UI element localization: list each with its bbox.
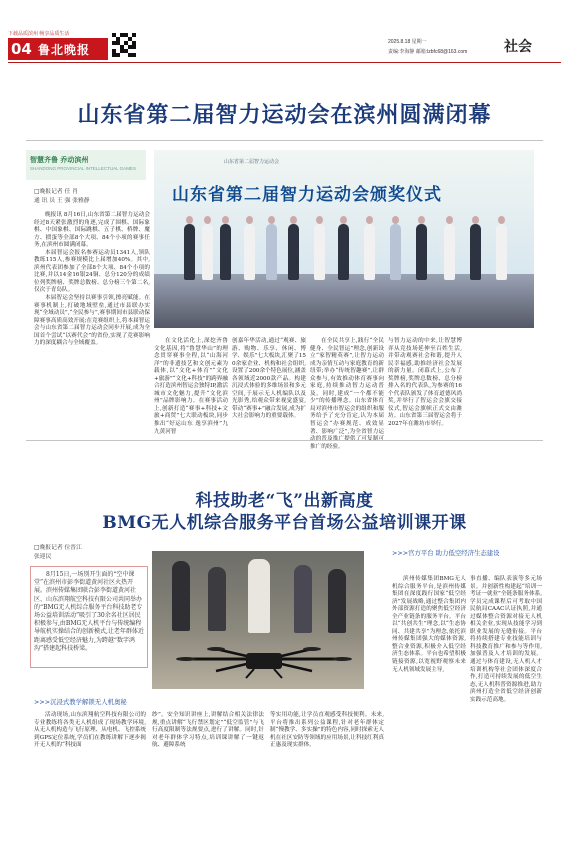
person-figure [202, 224, 213, 280]
article2-teaching-column-3: 等实用功能,让学员直观感受科技便利。未来,平台将推出系列公益课程,针对老年群体定制“慢教学、多实操”的特色内容,同时探索无人机在社区安防等领域的应用场景,让科技红利真正惠及现实群体。 [270, 712, 384, 749]
article2-headline-1: 科技助老“飞”出新高度 [195, 491, 374, 511]
masthead [8, 38, 108, 60]
drone-training-photo [152, 551, 364, 689]
article2-teaching-column-1: 活动现场,山东滨翔航空科技有限公司的专业教练将各类无人机组成了现场教学环境,从无人机构造与飞行原理、从电机、飞控系统到GPS定位系统,学员们在教练讲解下逐步揭开无人机的“科技面 [34, 712, 146, 749]
byline-reporter-2: 张迎民 [34, 554, 52, 560]
person-figure [244, 224, 255, 280]
article2-platform-column-2: 事直播、编队表演等多元场景。并创新性构建起“培训一考证一就业”全链条服务体系,学员完成课程后可考取中国民航局CAAC认证执照,并通过媒体整合资源对接无人机相关企业,实现从技能学习到职业发展的无缝衔接。平台将持续搭建专业技能培训与科技教育推广和参与等作用,加强普及人才培训的发展。通过与体育建设,无人机人才培训机构等社会团体深度合作,打造可持续发展的低空生态,无人机科普资源推进,助力滨州打造全省低空经济创新实践示范高地。 [470, 576, 542, 703]
agricultural-drone [176, 645, 352, 679]
person-figure [416, 224, 427, 280]
header-rule [8, 62, 561, 63]
person-figure [266, 224, 277, 280]
page-number: 04 [11, 40, 32, 58]
qr-code [112, 33, 136, 57]
article2-byline [34, 544, 146, 562]
article1-column-5: 与智力运动的中来,让智慧博弈从竞技场延伸至百姓生活,并带动观赛社会和谐,提升人民幸福感,助推经济社会发展的新力量。闭幕式上,公布了奖牌榜,奖牌总数榜、总分榜排入名的代表队,为参赛的16个代表队颁发了体育道德风尚奖,并举行了智运会会旗交接仪式,智运会旗帜正式交由潍坊。山东省第三届智运会将于2027年在潍坊市举行。 [388, 338, 462, 428]
article2-lead: 8月15日,一场别开生面的“空中课堂”在滨州市彭李街道黄河社区火热开展。滨州传媒集团联合彭李街道黄河社区、山东滨翔航空科技有限公司共同举办的“BMG无人机综合服务平台科技助老专场公益培训活动”吸引了30余名社区居民积极参与,由BMG无人机平台与传统编程导航机实操结合的创新模式,让老年群体近距离感受低空经济魅力,为跨越“数字鸿沟”搭建起科技桥梁。 [34, 571, 144, 652]
article1-column-2: 在文化活化上,深挖齐鲁文化基因,将“鲁慧华山”的理念贯穿赛事全程,以“山海河洋”的非遗技艺和文创元素为载体,以“文化+体育”“文化+旅游”“文化+科技”的跨界融合打造滨州智运会独特IP,激活城市文化魅力,提升“文化滨州”品牌影响力。在赛事活动上,创新打造“赛事+科技+文旅+商贸”七大联动板块,同步推出“好运山东 逸享滨州”九九黄河智 [154, 338, 228, 435]
person-figure [444, 224, 455, 280]
subheading-official-platform: >>>官方平台 助力低空经济生态建设 [392, 549, 500, 557]
headline-divider [26, 140, 543, 141]
subheading-immersive-teaching: >>>沉浸式教学解锁无人机奥秘 [34, 698, 127, 706]
article1-column-6 [466, 338, 536, 430]
person-figure [220, 224, 231, 280]
trainee-figure [294, 565, 312, 633]
article1-column-1 [34, 212, 150, 430]
paragraph: 本届智运会坚持以赛事引领,擦亮赋能。在赛事机制上,打破地域壁垒,通过市县联办实现“全域动员”,“全民参与”,赛事期间市县联动保障赛事高质高效开展;在竞赛组织上,将本届智运会与山东省第二届智力运动会同步开展,成为全国首个尝试“以赛代会”的省份,实现了竞赛影响力的深度耦合与全域覆盖。 [34, 295, 150, 347]
paragraph: 本届智运会报名参赛运动员1341人,领队教练115人,参赛规模比上届增加40%。其中,滨州代表团参加了全部8个大项、84个小项的比赛,并以14金16银24铜、总分120分的成绩位列奖牌榜、奖牌总数榜、总分榜三个第二名,仅次于青岛队。 [34, 249, 150, 294]
article2-teaching-column-2: 纱”。安全知识讲座上,讲解结合相关法律法规,重点讲解“飞行禁区划定”“低空监管”与飞行高度限制等法规要点,进行了讲解。同时,针对老年群体学习特点,培训课讲解了一键返航、避障系统 [152, 712, 264, 749]
section-title: 社会 [504, 39, 532, 55]
person-figure [184, 224, 195, 280]
article1-byline [34, 188, 152, 206]
award-ceremony-photo [154, 150, 534, 328]
editor-info: 责编:李海静 邮箱:lzbfc68@163.com [388, 49, 468, 55]
event-tagline: 智慧齐鲁 乔动滨州 [30, 156, 89, 164]
person-figure [470, 224, 481, 280]
article-divider [26, 440, 543, 441]
person-figure [390, 224, 401, 280]
trainee-figure [172, 561, 190, 631]
article1-headline: 山东省第二届智力运动会在滨州圆满闭幕 [77, 102, 492, 128]
byline-reporter: □晚报记者 位晋江 [34, 545, 82, 551]
photo-small-caption: 山东省第二届智力运动会 [224, 159, 280, 165]
person-figure [314, 224, 325, 280]
person-figure [364, 224, 375, 280]
paragraph: 晚报讯 8月16日,山东省第二届智力运动会经过8天紧张激烈的角逐,完成了围棋、国际象棋、中国象棋、国际跳棋、五子棋、桥牌、魔方、掼蛋等全部8个大项、84个小项的赛事任务,在滨州市圆满闭幕。 [34, 212, 150, 249]
instructor-figure [248, 559, 270, 633]
article1-column-3: 创嘉年华活动,通过“观赛、旅游、购物、乐享、休闲、博学、娱乐”七大板块,汇聚了150余家企业、机构和社会组织,设置了200余个特色展位,涵盖各领域近2000款产品。构建沉浸式体验的多维场景和多元空间,于展示无人机编队以及光影秀,给观众带来视觉盛宴,带动“赛事+”融合发展,成为扩大社会影响力的重要载体。 [232, 338, 306, 420]
lead-box [30, 566, 148, 668]
masthead-name: 鲁北晚报 [38, 42, 91, 57]
person-figure [288, 224, 299, 280]
article2-platform-column-1: 滨州传媒集团BMG无人机综合服务平台,是滨州传媒集团在深度践行国家“低空经济”发展战略,通过整合集团内外部资源打造的聚焦低空经济全产业链条的服务平台。平台以“共创共生”理念,以“生态协同、共建共享”为理念,依托滨州传媒集团强大的媒体资源,整合业资源,积极介入低空经济生态体系。平台也希望积极链接资源,以宽视野观察未来无人机领域发展主导, [392, 576, 466, 673]
person-figure [496, 224, 507, 280]
byline-correspondent: 通 讯 员 王 强 张雅静 [34, 198, 90, 204]
photo-banner-title: 山东省第二届智力运动会颁奖仪式 [172, 185, 442, 205]
header-slogan: 下载品质滨州 畅享品质生活 [8, 31, 70, 37]
article2-headline-2: BMG无人机综合服务平台首场公益培训课开课 [102, 513, 467, 533]
byline-reporter: □晚报记者 任 肖 [34, 189, 78, 195]
person-figure [338, 224, 349, 280]
article1-column-4: 在全民共享上,践行“全民健身、全民智运”理念,创新设立“家智精英赛”,让智力运动成为亲情互动与家庭教育的新纽带;举办“传统智趣赛”,让群众参与,有效推动体育赛事向家庭,持续推动智力运动普及。同时,建成“一个都不能少”的传播理念。山东省体育局对滨州市智运会的组织和服务给予了充分肯定,认为本届智运会“办赛规范、成效显著、影响广泛”,为全省智力运 推广的经验。 [310, 338, 384, 450]
event-tagline-en: SHANDONG PROVINCIAL INTELLECTUAL GAMES [30, 166, 136, 171]
trainee-figure [328, 569, 346, 633]
trainee-figure [208, 567, 226, 631]
issue-date: 2025.8.18 星期一 [388, 39, 427, 45]
stage-floor [154, 274, 534, 328]
